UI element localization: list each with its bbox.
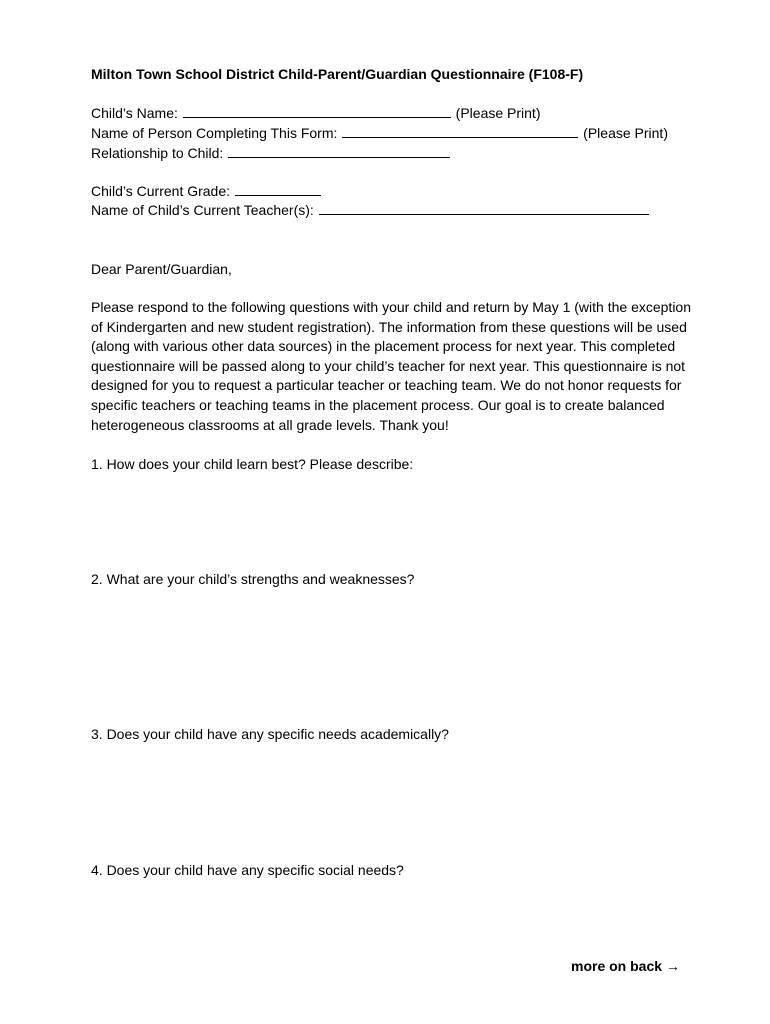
question-3: 3. Does your child have any specific needs academically?	[91, 726, 449, 742]
relationship-blank[interactable]	[228, 143, 450, 158]
child-name-label: Child’s Name:	[91, 105, 178, 121]
question-2: 2. What are your child’s strengths and weaknesses?	[91, 571, 415, 587]
teacher-row	[91, 200, 650, 220]
question-1: 1. How does your child learn best? Please describe:	[91, 456, 414, 472]
completer-label: Name of Person Completing This Form:	[91, 125, 338, 141]
grade-row	[91, 181, 322, 201]
teacher-label: Name of Child’s Current Teacher(s):	[91, 202, 314, 218]
teacher-blank[interactable]	[319, 200, 649, 215]
completer-blank[interactable]	[342, 123, 578, 138]
child-name-blank[interactable]	[183, 103, 451, 118]
relationship-row	[91, 143, 451, 163]
question-4: 4. Does your child have any specific social needs?	[91, 862, 404, 878]
grade-label: Child’s Current Grade:	[91, 183, 231, 199]
grade-blank[interactable]	[235, 181, 321, 196]
child-name-row	[91, 103, 540, 123]
document-title: Milton Town School District Child-Parent/Guardian Questionnaire (F108-F)	[91, 66, 584, 82]
instructions-paragraph: Please respond to the following questions with your child and return by May 1 (with the exception of Kindergarten and new student registration). The information from these questions will be used (along with various other data sources) in the placement process for next year. This completed questionnaire will be passed along to your child’s teacher for next year. This questionnaire is not designed for you to request a particular teacher or teaching team. We do not honor requests for specific teachers or teaching teams in the placement process. Our goal is to create balanced heterogeneous classrooms at all grade levels. Thank you!	[91, 299, 692, 433]
more-on-back-note: more on back →	[571, 958, 680, 974]
completer-row	[91, 123, 668, 143]
salutation: Dear Parent/Guardian,	[91, 261, 232, 277]
relationship-label: Relationship to Child:	[91, 145, 224, 161]
child-name-suffix: (Please Print)	[455, 105, 541, 121]
completer-suffix: (Please Print)	[583, 125, 668, 141]
